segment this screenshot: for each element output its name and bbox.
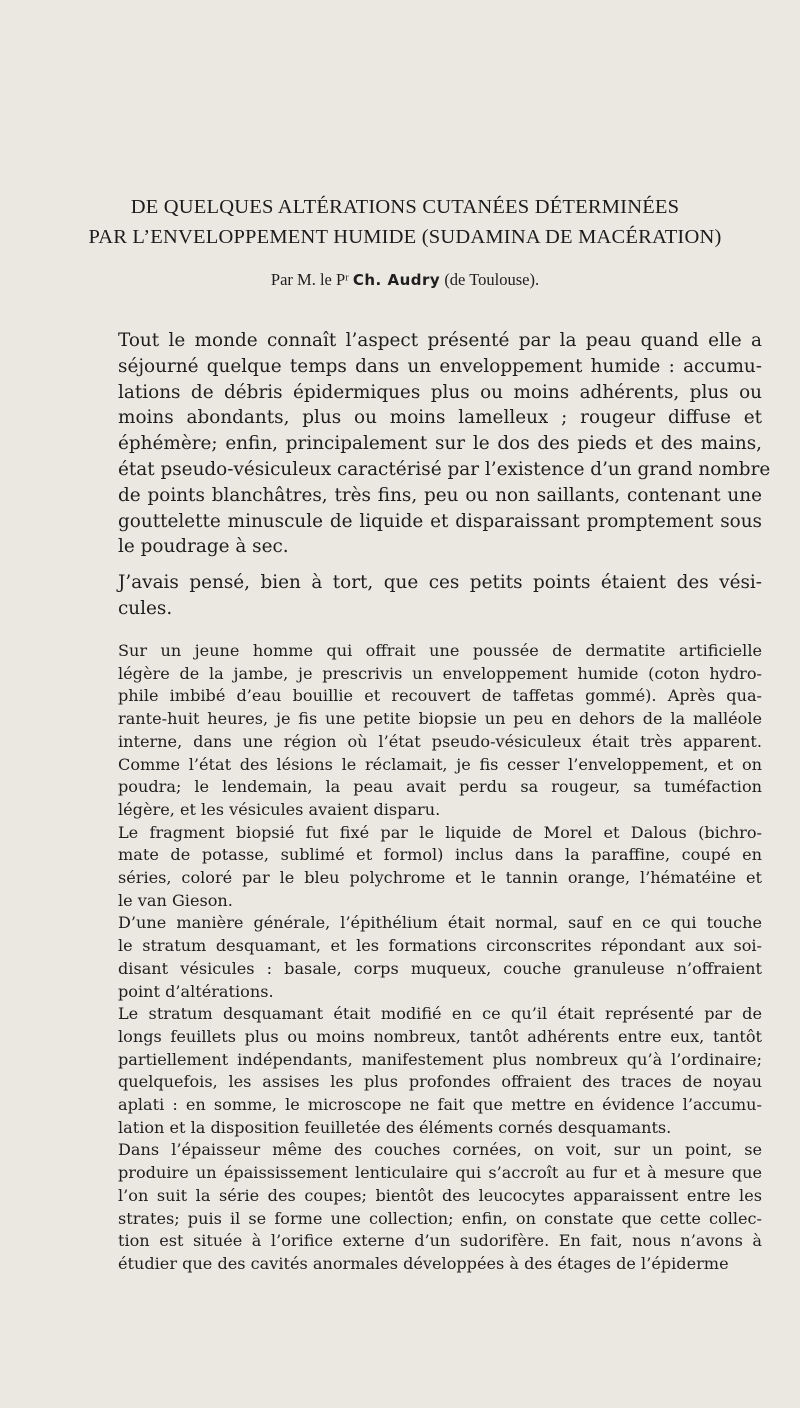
- paragraph: [118, 640, 762, 822]
- text-line: Sur un jeune homme qui offrait une poussée de dermatite artificielle: [118, 641, 762, 660]
- text-line: partiellement indépendants, manifestement plus nombreux qu’à l’ordinaire;: [118, 1049, 762, 1069]
- text-line: séjourné quelque temps dans un enveloppement humide : accumu-: [118, 355, 762, 377]
- text-line: aplati : en somme, le microscope ne fait que mettre en évidence l’accumu-: [118, 1095, 762, 1115]
- text-line: lations de débris épidermiques plus ou moins adhérents, plus ou: [118, 381, 762, 403]
- text-line: poudra; le lendemain, la peau avait perdu sa rougeur, sa tuméfaction: [118, 777, 762, 797]
- text-line: état pseudo-vésiculeux caractérisé par l’existence d’un grand nombre: [118, 458, 771, 480]
- text-line: séries, coloré par le bleu polychrome et le tannin orange, l’hématéine et: [118, 868, 762, 888]
- article-title-line-2: PAR L’ENVELOPPEMENT HUMIDE (SUDAMINA DE MACÉRATION): [88, 226, 722, 248]
- byline-suffix: (de Toulouse).: [444, 270, 540, 289]
- text-line: tion est située à l’orifice externe d’un sudorifère. En fait, nous n’avons à: [118, 1231, 762, 1251]
- paragraph: [118, 822, 762, 913]
- text-line: point d’altérations.: [118, 981, 274, 1001]
- text-line: Comme l’état des lésions le réclamait, je fis cesser l’enveloppement, et on: [118, 754, 762, 774]
- text-line: Dans l’épaisseur même des couches cornées, on voit, sur un point, se: [118, 1140, 762, 1160]
- paragraph: [118, 1003, 762, 1139]
- text-line: Le fragment biopsié fut fixé par le liquide de Morel et Dalous (bichro-: [118, 822, 762, 842]
- text-line: l’on suit la série des coupes; bientôt des leucocytes apparaissent entre les: [118, 1185, 762, 1205]
- text-line: le stratum desquamant, et les formations circonscrites répondant aux soi-: [118, 936, 762, 956]
- text-line: le van Gieson.: [118, 890, 233, 910]
- text-line: cules.: [118, 597, 173, 619]
- byline: [80, 270, 730, 290]
- text-line: interne, dans une région où l’état pseudo-vésiculeux était très apparent.: [118, 731, 762, 751]
- text-line: Le stratum desquamant était modifié en ce qu’il était représenté par de: [118, 1004, 762, 1024]
- text-line: moins abondants, plus ou moins lamelleux ; rougeur diffuse et: [118, 407, 762, 429]
- text-line: mate de potasse, sublimé et formol) inclus dans la paraffine, coupé en: [118, 845, 762, 865]
- text-line: de points blanchâtres, très fins, peu ou non saillants, contenant une: [118, 484, 762, 506]
- intro-paragraph-2: [118, 570, 762, 622]
- paragraph: [118, 912, 762, 1003]
- article-title-line-1: DE QUELQUES ALTÉRATIONS CUTANÉES DÉTERMINÉES: [130, 196, 680, 218]
- text-line: longs feuillets plus ou moins nombreux, tantôt adhérents entre eux, tantôt: [118, 1026, 762, 1046]
- text-line: lation et la disposition feuilletée des éléments cornés desquamants.: [118, 1117, 672, 1137]
- intro-paragraph: [118, 328, 771, 560]
- text-line: disant vésicules : basale, corps muqueux, couche granuleuse n’offraient: [118, 958, 762, 978]
- text-line: légère de la jambe, je prescrivis un enveloppement humide (coton hydro-: [118, 663, 762, 683]
- byline-prefix: Par M. le Pʳ: [270, 270, 349, 289]
- text-line: gouttelette minuscule de liquide et disparaissant promptement sous: [118, 510, 762, 532]
- paragraph: [118, 1139, 762, 1275]
- text-line: phile imbibé d’eau bouillie et recouvert de taffetas gommé). Après qua-: [118, 686, 762, 706]
- text-line: étudier que des cavités anormales développées à des étages de l’épiderme: [118, 1253, 729, 1273]
- author-name: Ch. Audry: [352, 271, 441, 289]
- text-line: légère, et les vésicules avaient disparu.: [118, 799, 441, 819]
- text-line: Tout le monde connaît l’aspect présenté par la peau quand elle a: [118, 330, 762, 351]
- text-line: produire un épaississement lenticulaire qui s’accroît au fur et à mesure que: [118, 1163, 762, 1183]
- text-line: le poudrage à sec.: [118, 536, 289, 558]
- text-line: strates; puis il se forme une collection; enfin, on constate que cette collec-: [118, 1208, 762, 1228]
- text-line: quelquefois, les assises les plus profondes offraient des traces de noyau: [118, 1072, 762, 1092]
- text-line: rante-huit heures, je fis une petite biopsie un peu en dehors de la malléole: [118, 709, 762, 729]
- text-line: J’avais pensé, bien à tort, que ces petits points étaient des vési-: [118, 572, 762, 593]
- text-line: D’une manière générale, l’épithélium était normal, sauf en ce qui touche: [118, 913, 762, 933]
- text-line: éphémère; enfin, principalement sur le dos des pieds et des mains,: [118, 433, 762, 455]
- body-text: [118, 640, 762, 1276]
